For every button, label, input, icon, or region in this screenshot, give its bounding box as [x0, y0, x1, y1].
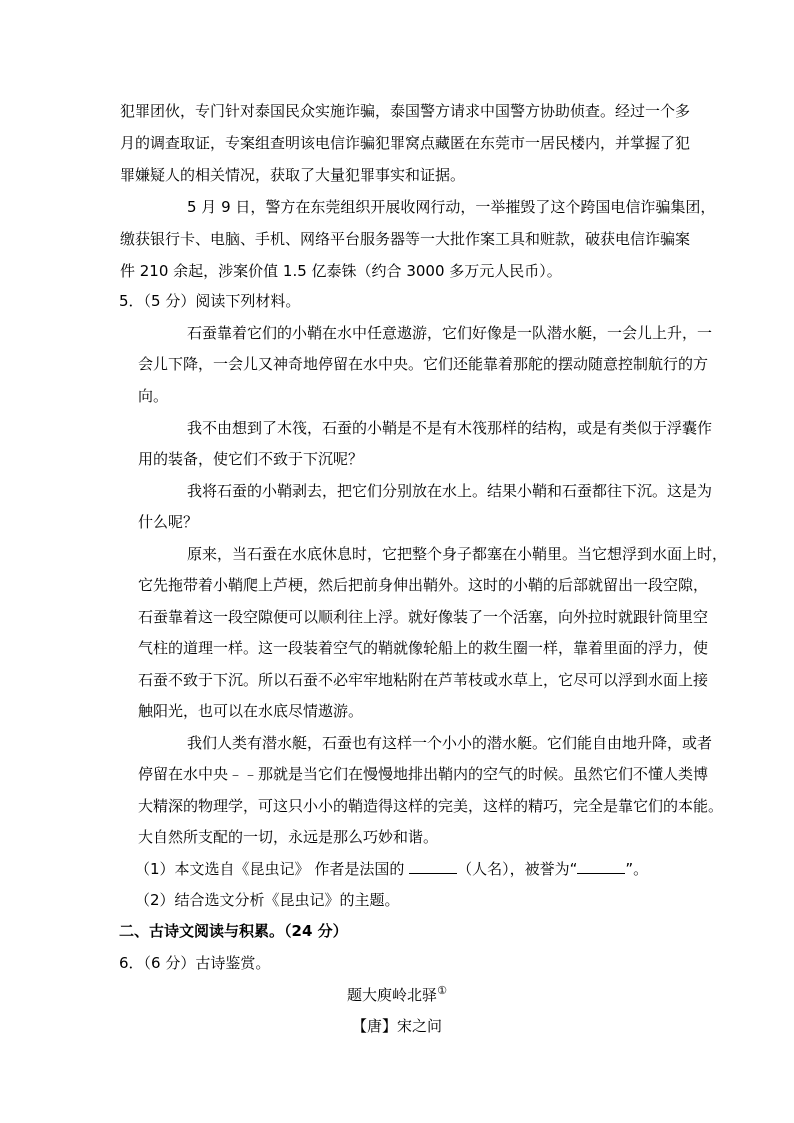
prev-passage-line-6: 件 210 余起，涉案价值 1.5 亿泰铢（约合 3000 多万元人民币）。 — [120, 262, 562, 280]
q5-para4-line-3: 石蚕靠着这一段空隙便可以顺利往上浮。就好像装了一个活塞，向外拉时就跟针筒里空 — [138, 608, 709, 626]
answer-blank-author[interactable] — [409, 859, 457, 874]
q5-para5-line-2: 停留在水中央﹣﹣那就是当它们在慢慢地排出鞘内的空气的时候。虽然它们不懂人类博 — [138, 765, 709, 783]
sub1-text-b: （人名），被誉为“ — [457, 860, 578, 878]
q5-para5-line-1: 我们人类有潜水艇，石蚕也有这样一个小小的潜水艇。它们能自由地升降，或者 — [187, 734, 713, 752]
q5-para1-line-2: 会儿下降，一会儿又神奇地停留在水中央。它们还能靠着那舵的摆动随意控制航行的方 — [138, 355, 709, 373]
prev-passage-line-2: 月的调查取证，专案组查明该电信诈骗犯罪窝点藏匿在东莞市一居民楼内，并掌握了犯 — [120, 134, 691, 152]
q5-para4-line-2: 它先拖带着小鞘爬上芦梗，然后把前身伸出鞘外。这时的小鞘的后部就留出一段空隙， — [138, 576, 709, 594]
q5-para3-line-1: 我将石蚕的小鞘剥去，把它们分别放在水上。结果小鞘和石蚕都往下沉。这是为 — [187, 482, 713, 500]
sub1-text-a: （1）本文选自《昆虫记》 作者是法国的 — [135, 860, 410, 878]
q5-sub-question-1 — [135, 859, 648, 879]
q5-para4-line-5: 石蚕不致于下沉。所以石蚕不必牢牢地粘附在芦苇枝或水草上，它尽可以浮到水面上接 — [138, 671, 709, 689]
q5-para2-line-1: 我不由想到了木筏，石蚕的小鞘是不是有木筏那样的结构，或是有类似于浮囊作 — [187, 419, 713, 437]
prev-passage-line-3: 罪嫌疑人的相关情况，获取了大量犯罪事实和证据。 — [120, 166, 466, 184]
answer-blank-title[interactable] — [577, 859, 625, 874]
poem-title — [0, 985, 794, 1005]
q5-para4-line-1: 原来，当石蚕在水底休息时，它把整个身子都塞在小鞘里。当它想浮到水面上时， — [187, 545, 728, 563]
q5-para4-line-4: 气柱的道理一样。这一段装着空气的鞘就像轮船上的救生圈一样，靠着里面的浮力，使 — [138, 639, 709, 657]
poem-author: 【唐】宋之问 — [351, 1017, 442, 1035]
prev-passage-line-1: 犯罪团伙，专门针对泰国民众实施诈骗，泰国警方请求中国警方协助侦查。经过一个多 — [120, 102, 691, 120]
q5-para3-line-2: 什么呢？ — [138, 513, 199, 531]
prev-passage-line-5: 缴获银行卡、电脑、手机、网络平台服务器等一大批作案工具和赃款，破获电信诈骗案 — [120, 230, 691, 248]
q5-para4-line-6: 触阳光，也可以在水底尽情遨游。 — [138, 702, 364, 720]
sub1-text-c: ”。 — [625, 860, 649, 878]
section-2-heading: 二、古诗文阅读与积累。（24 分） — [119, 922, 348, 940]
q5-para2-line-2: 用的装备，使它们不致于下沉呢？ — [138, 450, 364, 468]
question-6-heading: 6．（6 分）古诗鉴赏。 — [119, 954, 271, 972]
q5-para5-line-3: 大精深的物理学，可这只小小的鞘造得这样的完美，这样的精巧，完全是靠它们的本能。 — [138, 797, 724, 815]
q5-para1-line-3: 向。 — [138, 387, 169, 405]
question-5-heading: 5．（5 分）阅读下列材料。 — [119, 292, 301, 310]
q5-para5-line-4: 大自然所支配的一切，永远是那么巧妙和谐。 — [138, 828, 439, 846]
footnote-marker: ① — [437, 984, 447, 997]
poem-title-text: 题大庾岭北驿 — [347, 986, 438, 1004]
q5-sub-question-2: （2）结合选文分析《昆虫记》的主题。 — [135, 891, 400, 909]
prev-passage-line-4: 5 月 9 日，警方在东莞组织开展收网行动，一举摧毁了这个跨国电信诈骗集团， — [187, 198, 716, 216]
q5-para1-line-1: 石蚕靠着它们的小鞘在水中任意遨游，它们好像是一队潜水艇，一会儿上升，一 — [187, 324, 713, 342]
